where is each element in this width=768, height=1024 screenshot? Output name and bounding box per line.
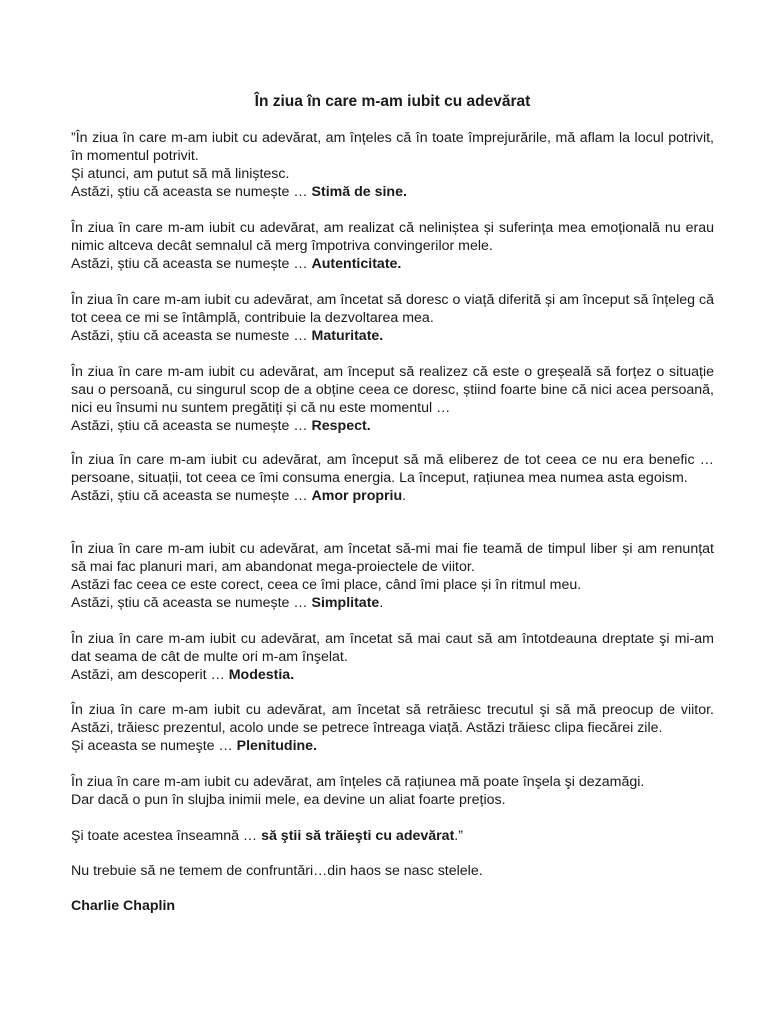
conclusion-lead: Astăzi, știu că aceasta se numește … [71,418,312,434]
conclusion-term: Autenticitate. [311,256,402,272]
paragraph-respect [71,363,714,435]
paragraph-body: În ziua în care m-am iubit cu adevărat, am încetat să retrăiesc trecutul şi să mă preocup de viitor. Astăzi, trăiesc prezentul, acolo unde se petrece întreaga viață. Astăzi trăiesc clipa fiecărei zile. [71,702,714,736]
author-name: Charlie Chaplin [71,898,176,914]
paragraph-self-esteem [71,129,714,201]
conclusion-lead: Astăzi, știu că aceasta se numeste … [71,328,312,344]
paragraph-line: Dar dacă o pun în slujba inimii mele, ea devine un aliat foarte prețios. [71,792,506,808]
conclusion-term: Amor propriu [311,488,403,504]
paragraph-conclusion [71,327,714,345]
conclusion-lead: Astăzi, am descoperit … [71,667,229,683]
summary-line [71,827,714,845]
paragraph-body: În ziua în care m-am iubit cu adevărat, am încetat să mai caut să am întotdeauna dreptate şi mi-am dat seama de cât de multe ori m-am înşelat. [71,631,714,665]
conclusion-lead: Astăzi, știu că aceasta se numește … [71,256,312,272]
paragraph-line: În ziua în care m-am iubit cu adevărat, am înțeles că rațiunea mă poate înşela şi dezamăgi. [71,774,645,790]
paragraph-simplicity [71,540,714,612]
author-signature [71,897,714,915]
summary-lead: Şi toate acestea înseamnă … [71,828,262,844]
paragraph-body: În ziua în care m-am iubit cu adevărat, am început să realizez că este o greșeală să forțez o situație sau o persoană, cu singurul scop de a obține ceea ce doresc, știind foarte bine că nici acea persoană, nici eu însumi nu suntem pregătiți și că nu este momentul … [71,364,714,416]
summary-term: să ştii să trăieşti cu adevărat [261,828,455,844]
conclusion-term: Modestia. [228,667,295,683]
paragraph-body: În ziua în care m-am iubit cu adevărat, am încetat să-mi mai fie teamă de timpul liber și am renunțat să mai fac planuri mari, am abandonat mega-proiectele de viitor. [71,541,714,575]
paragraph-modesty [71,630,714,684]
paragraph-conclusion [71,255,714,273]
paragraph-conclusion [71,594,714,612]
paragraph-conclusion [71,183,714,201]
closing-quote-text: Nu trebuie să ne temem de confruntări…din haos se nasc stelele. [71,863,483,879]
conclusion-tail: . [379,595,384,611]
conclusion-tail: . [402,488,407,504]
paragraph-self-love [71,451,714,505]
paragraph-summary [71,827,714,845]
document-title: În ziua în care m-am iubit cu adevărat [254,93,531,110]
paragraph-body: În ziua în care m-am iubit cu adevărat, am încetat să doresc o viață diferită și am început să înțeleg că tot ceea ce mi se întâmplă, contribuie la dezvoltarea mea. [71,292,714,326]
paragraph-conclusion [71,666,714,684]
conclusion-term: Stimă de sine. [311,184,407,200]
conclusion-term: Respect. [311,418,371,434]
conclusion-lead: Astăzi, știu că aceasta se numește … [71,488,312,504]
paragraph-body: ”În ziua în care m-am iubit cu adevărat, am înțeles că în toate împrejurările, mă aflam la locul potrivit, în momentul potrivit. [71,130,714,164]
conclusion-term: Maturitate. [311,328,384,344]
paragraph-conclusion [71,487,714,505]
paragraph-authenticity [71,219,714,273]
paragraph-line: Astăzi fac ceea ce este corect, ceea ce îmi place, când îmi place și în ritmul meu. [71,577,582,593]
summary-tail: .” [454,828,463,844]
conclusion-term: Plenitudine. [236,738,318,754]
paragraph-conclusion [71,737,714,755]
paragraph-reason [71,773,714,809]
paragraph-line: Și atunci, am putut să mă liniștesc. [71,166,290,182]
paragraph-maturity [71,291,714,345]
paragraph-body: În ziua în care m-am iubit cu adevărat, am început să mă eliberez de tot ceea ce nu era benefic … persoane, situații, tot ceea ce îmi consuma energia. La început, rațiunea mea numea asta egoism. [71,452,714,486]
conclusion-lead: Astăzi, știu că aceasta se numește … [71,184,312,200]
conclusion-lead: Și aceasta se numeşte … [71,738,237,754]
conclusion-lead: Astăzi, știu că aceasta se numește … [71,595,312,611]
paragraph-plenitude [71,701,714,755]
closing-quote [71,862,714,880]
paragraph-body: În ziua în care m-am iubit cu adevărat, am realizat că neliniștea și suferința mea emoțională nu erau nimic altceva decât semnalul că merg împotriva convingerilor mele. [71,220,714,254]
paragraph-conclusion [71,417,714,435]
conclusion-term: Simplitate [311,595,380,611]
